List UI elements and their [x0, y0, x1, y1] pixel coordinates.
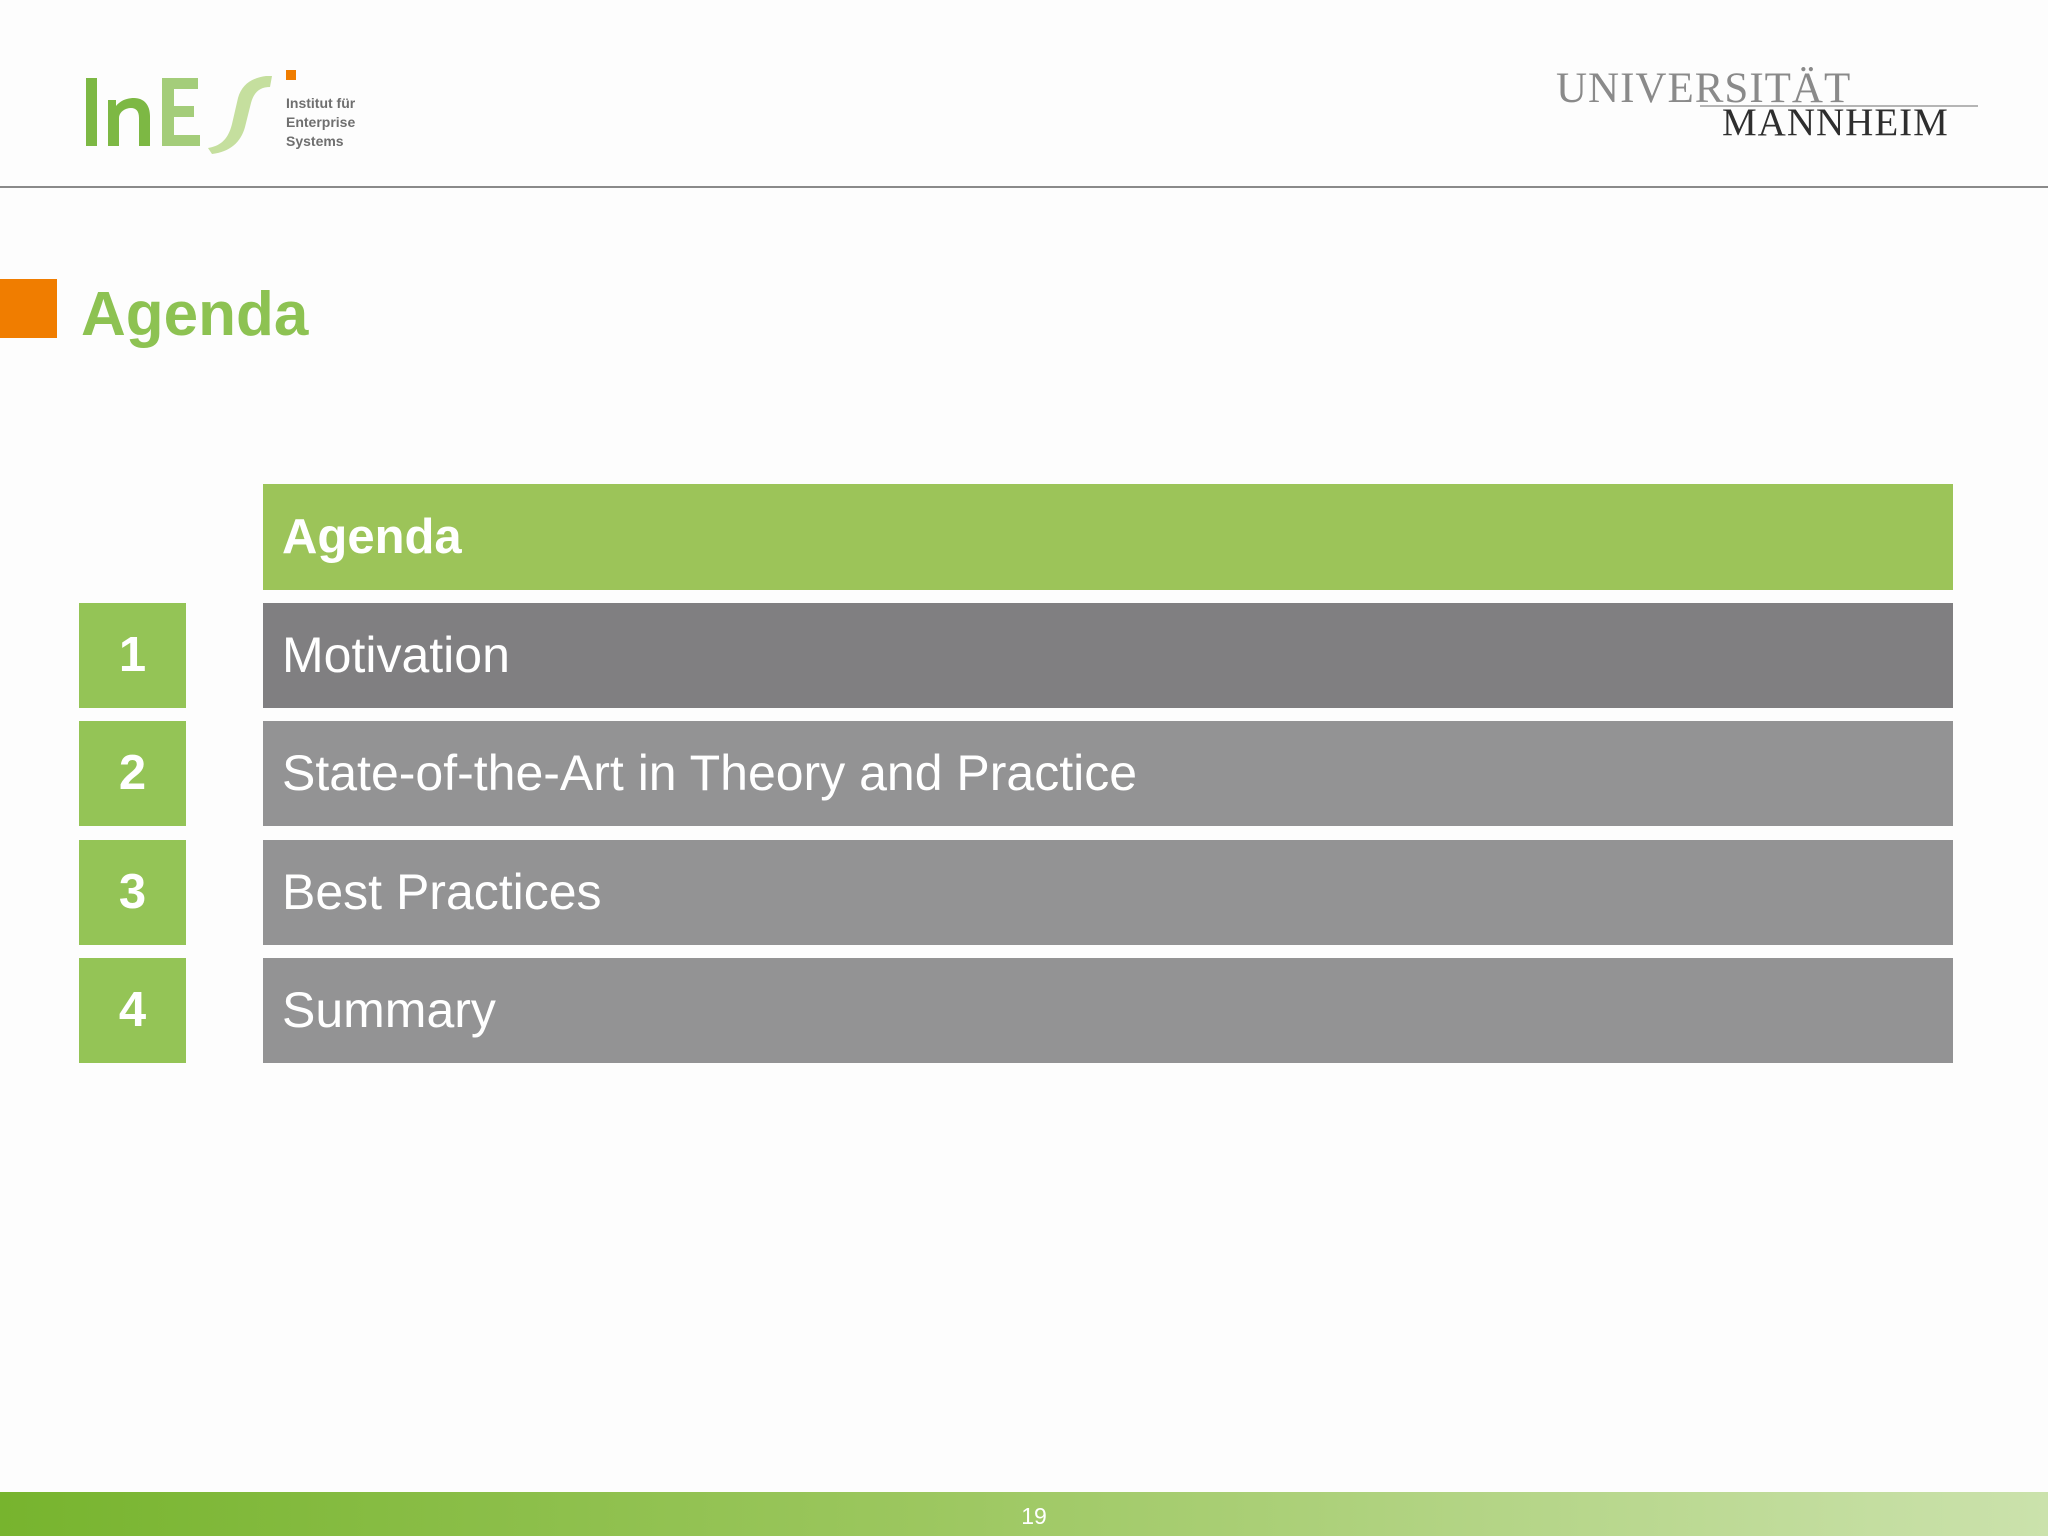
- agenda-item-motivation[interactable]: [263, 603, 1953, 708]
- agenda-item-label: State-of-the-Art in Theory and Practice: [282, 745, 1138, 801]
- ines-logo: [86, 70, 386, 160]
- agenda-table-header: [263, 484, 1953, 590]
- agenda-item-label: Summary: [282, 982, 496, 1038]
- agenda-table-header-label: Agenda: [282, 510, 462, 564]
- agenda-item-number-2: 2: [79, 721, 186, 826]
- agenda-item-best-practices[interactable]: [263, 840, 1953, 945]
- slide-header: [0, 0, 2048, 188]
- agenda-item-number-1: 1: [79, 603, 186, 708]
- header-divider: [0, 186, 2048, 188]
- page-number: 19: [1021, 1503, 1047, 1529]
- agenda-item-label: Best Practices: [282, 864, 602, 920]
- university-logo-line-1: UNIVERSITÄT: [1556, 65, 1852, 112]
- ines-institute-line-3: Systems: [286, 133, 344, 149]
- agenda-item-number-4: 4: [79, 958, 186, 1063]
- university-logo-line-2: MANNHEIM: [1722, 101, 1949, 144]
- agenda-item-number-3: 3: [79, 840, 186, 945]
- agenda-item-state-of-the-art[interactable]: [263, 721, 1953, 826]
- university-logo: [1550, 64, 1949, 144]
- page-title: Agenda: [81, 280, 309, 349]
- agenda-item-label: Motivation: [282, 627, 510, 683]
- slide-footer: [0, 1492, 2048, 1536]
- ines-institute-line-1: Institut für: [286, 95, 356, 111]
- ines-institute-name: [286, 94, 396, 151]
- ines-wordmark-graphic: [86, 70, 296, 156]
- ines-institute-line-2: Enterprise: [286, 114, 356, 130]
- agenda-item-summary[interactable]: [263, 958, 1953, 1063]
- title-marker: [0, 279, 57, 338]
